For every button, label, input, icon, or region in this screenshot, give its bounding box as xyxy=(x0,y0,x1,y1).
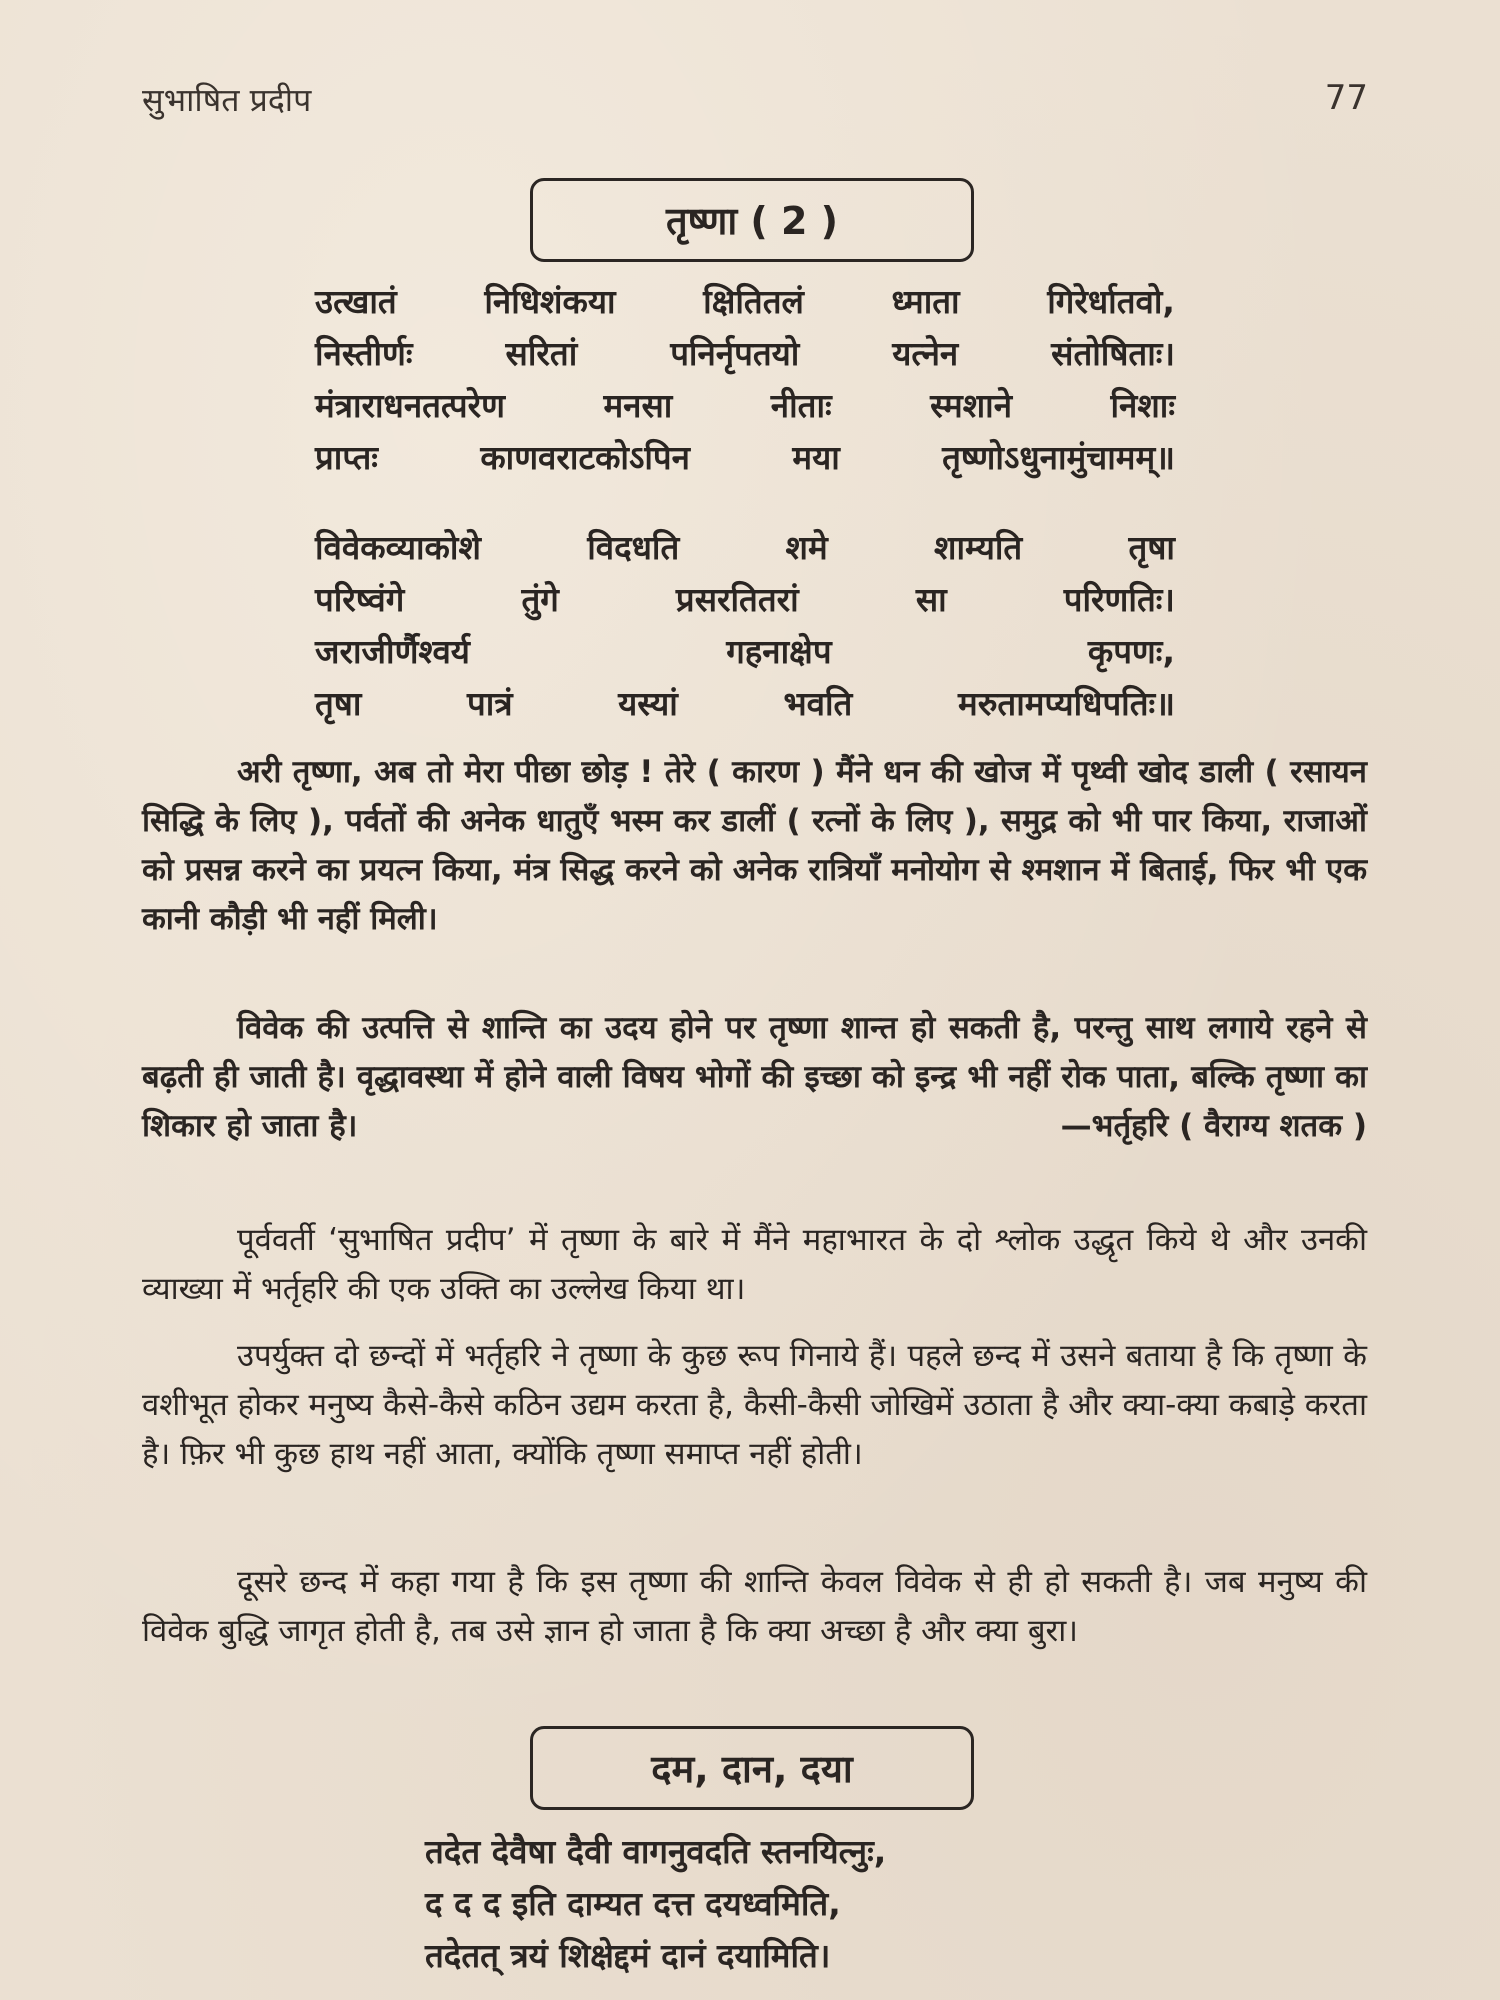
verse-line xyxy=(315,626,1175,678)
verse-word: गिरेर्धातवो, xyxy=(1047,282,1175,321)
verse-block-2 xyxy=(315,522,1175,730)
verse-word: मंत्राराधनतत्परेण xyxy=(315,386,505,425)
verse-word: नीताः xyxy=(770,386,832,425)
verse-meaning-2-text: विवेक की उत्पत्ति से शान्ति का उदय होने पर तृष्णा शान्त हो सकती है, परन्तु साथ लगाये रहने से बढ़ती ही जाती है। वृद्धावस्था में होने वाली विषय भोगों की इच्छा को इन्द्र भी नहीं रोक पाता, बल्कि तृष्णा का शिकार हो जाता है। xyxy=(142,1010,1367,1144)
verse-word: प्रसरतितरां xyxy=(675,580,799,619)
verse-block-1 xyxy=(315,276,1175,484)
verse-line: द द द इति दाम्यत दत्त दयध्वमिति, xyxy=(425,1884,841,1923)
verse-word: परिणतिः। xyxy=(1063,580,1175,619)
attribution: —भर्तृहरि ( वैराग्य शतक ) xyxy=(1060,1108,1367,1144)
verse-line xyxy=(315,380,1175,432)
verse-word: यस्यां xyxy=(618,684,678,723)
verse-word: पात्रं xyxy=(467,684,513,723)
verse-line xyxy=(315,522,1175,574)
section-title-text: दम, दान, दया xyxy=(651,1747,853,1791)
verse-line xyxy=(315,328,1175,380)
verse-meaning-2 xyxy=(142,1004,1367,1151)
verse-word: उत्खातं xyxy=(315,282,397,321)
verse-word: शमे xyxy=(785,528,828,567)
verse-word: ध्माता xyxy=(891,282,960,321)
verse-word: कृपणः, xyxy=(1087,632,1175,671)
verse-word: निधिशंकया xyxy=(484,282,616,321)
section-title-dam-daan-daya xyxy=(530,1726,974,1810)
verse-word: स्मशाने xyxy=(930,386,1013,425)
verse-word: जराजीर्णैश्वर्य xyxy=(315,632,470,671)
verse-word: विवेकव्याकोशे xyxy=(315,528,481,567)
verse-line: तदेतत् त्रयं शिक्षेद्दमं दानं दयामिति। xyxy=(425,1936,831,1975)
section-title-trishna xyxy=(530,178,974,262)
verse-line: तदेत देवैषा दैवी वागनुवदति स्तनयित्नुः, xyxy=(425,1832,887,1871)
verse-word: संतोषिताः। xyxy=(1051,334,1175,373)
verse-word: पनिर्नृपतयो xyxy=(670,334,800,373)
verse-word: क्षितितलं xyxy=(703,282,804,321)
section-title-text: तृष्णा ( 2 ) xyxy=(665,199,839,243)
verse-word: प्राप्तः xyxy=(315,438,378,477)
verse-word: मया xyxy=(792,438,840,477)
verse-word: मनसा xyxy=(603,386,673,425)
verse-block-3 xyxy=(425,1826,1075,1982)
verse-line xyxy=(315,432,1175,484)
page-number: 77 xyxy=(1324,78,1368,118)
verse-line xyxy=(315,678,1175,730)
verse-word: यत्नेन xyxy=(892,334,959,373)
commentary-paragraph-2: उपर्युक्त दो छन्दों में भर्तृहरि ने तृष्णा के कुछ रूप गिनाये हैं। पहले छन्द में उसने बताया है कि तृष्णा के वशीभूत होकर मनुष्य कैसे-कैसे कठिन उद्यम करता है, कैसी-कैसी जोखिमें उठाता है और क्या-क्या कबाड़े करता है। फ़िर भी कुछ हाथ नहीं आता, क्योंकि तृष्णा समाप्त नहीं होती। xyxy=(142,1338,1367,1472)
verse-word: मरुतामप्यधिपतिः॥ xyxy=(957,684,1175,723)
verse-line xyxy=(315,574,1175,626)
verse-word: सा xyxy=(915,580,947,619)
verse-word: तुंगे xyxy=(521,580,559,619)
verse-word: तृषा xyxy=(1128,528,1175,567)
verse-meaning-1: अरी तृष्णा, अब तो मेरा पीछा छोड़ ! तेरे ( कारण ) मैंने धन की खोज में पृथ्वी खोद डाली ( रसायन सिद्धि के लिए ), पर्वतों की अनेक धातुएँ भस्म कर डालीं ( रत्नों के लिए ), समुद्र को भी पार किया, राजाओं को प्रसन्न करने का प्रयत्न किया, मंत्र सिद्ध करने को अनेक रात्रियाँ मनोयोग से श्मशान में बिताई, फिर भी एक कानी कौड़ी भी नहीं मिली। xyxy=(142,754,1367,937)
verse-word: शाम्यति xyxy=(934,528,1023,567)
commentary-paragraph-3: दूसरे छन्द में कहा गया है कि इस तृष्णा की शान्ति केवल विवेक से ही हो सकती है। जब मनुष्य की विवेक बुद्धि जागृत होती है, तब उसे ज्ञान हो जाता है कि क्या अच्छा है और क्या बुरा। xyxy=(142,1564,1367,1649)
verse-word: विदधति xyxy=(587,528,680,567)
verse-word: निस्तीर्णः xyxy=(315,334,413,373)
verse-word: काणवराटकोऽपिन xyxy=(480,438,690,477)
verse-word: सरितां xyxy=(505,334,578,373)
verse-word: गहनाक्षेप xyxy=(726,632,832,671)
running-header-title: सुभाषित प्रदीप xyxy=(142,81,312,119)
verse-line xyxy=(315,276,1175,328)
verse-word: तृषा xyxy=(315,684,362,723)
verse-word: तृष्णोऽधुनामुंचामम्॥ xyxy=(942,438,1175,477)
verse-word: परिष्वंगे xyxy=(315,580,405,619)
verse-word: निशाः xyxy=(1110,386,1175,425)
commentary-paragraph-1: पूर्ववर्ती ‘सुभाषित प्रदीप’ में तृष्णा के बारे में मैंने महाभारत के दो श्लोक उद्धृत किये थे और उनकी व्याख्या में भर्तृहरि की एक उक्ति का उल्लेख किया था। xyxy=(142,1222,1367,1307)
verse-word: भवति xyxy=(783,684,853,723)
